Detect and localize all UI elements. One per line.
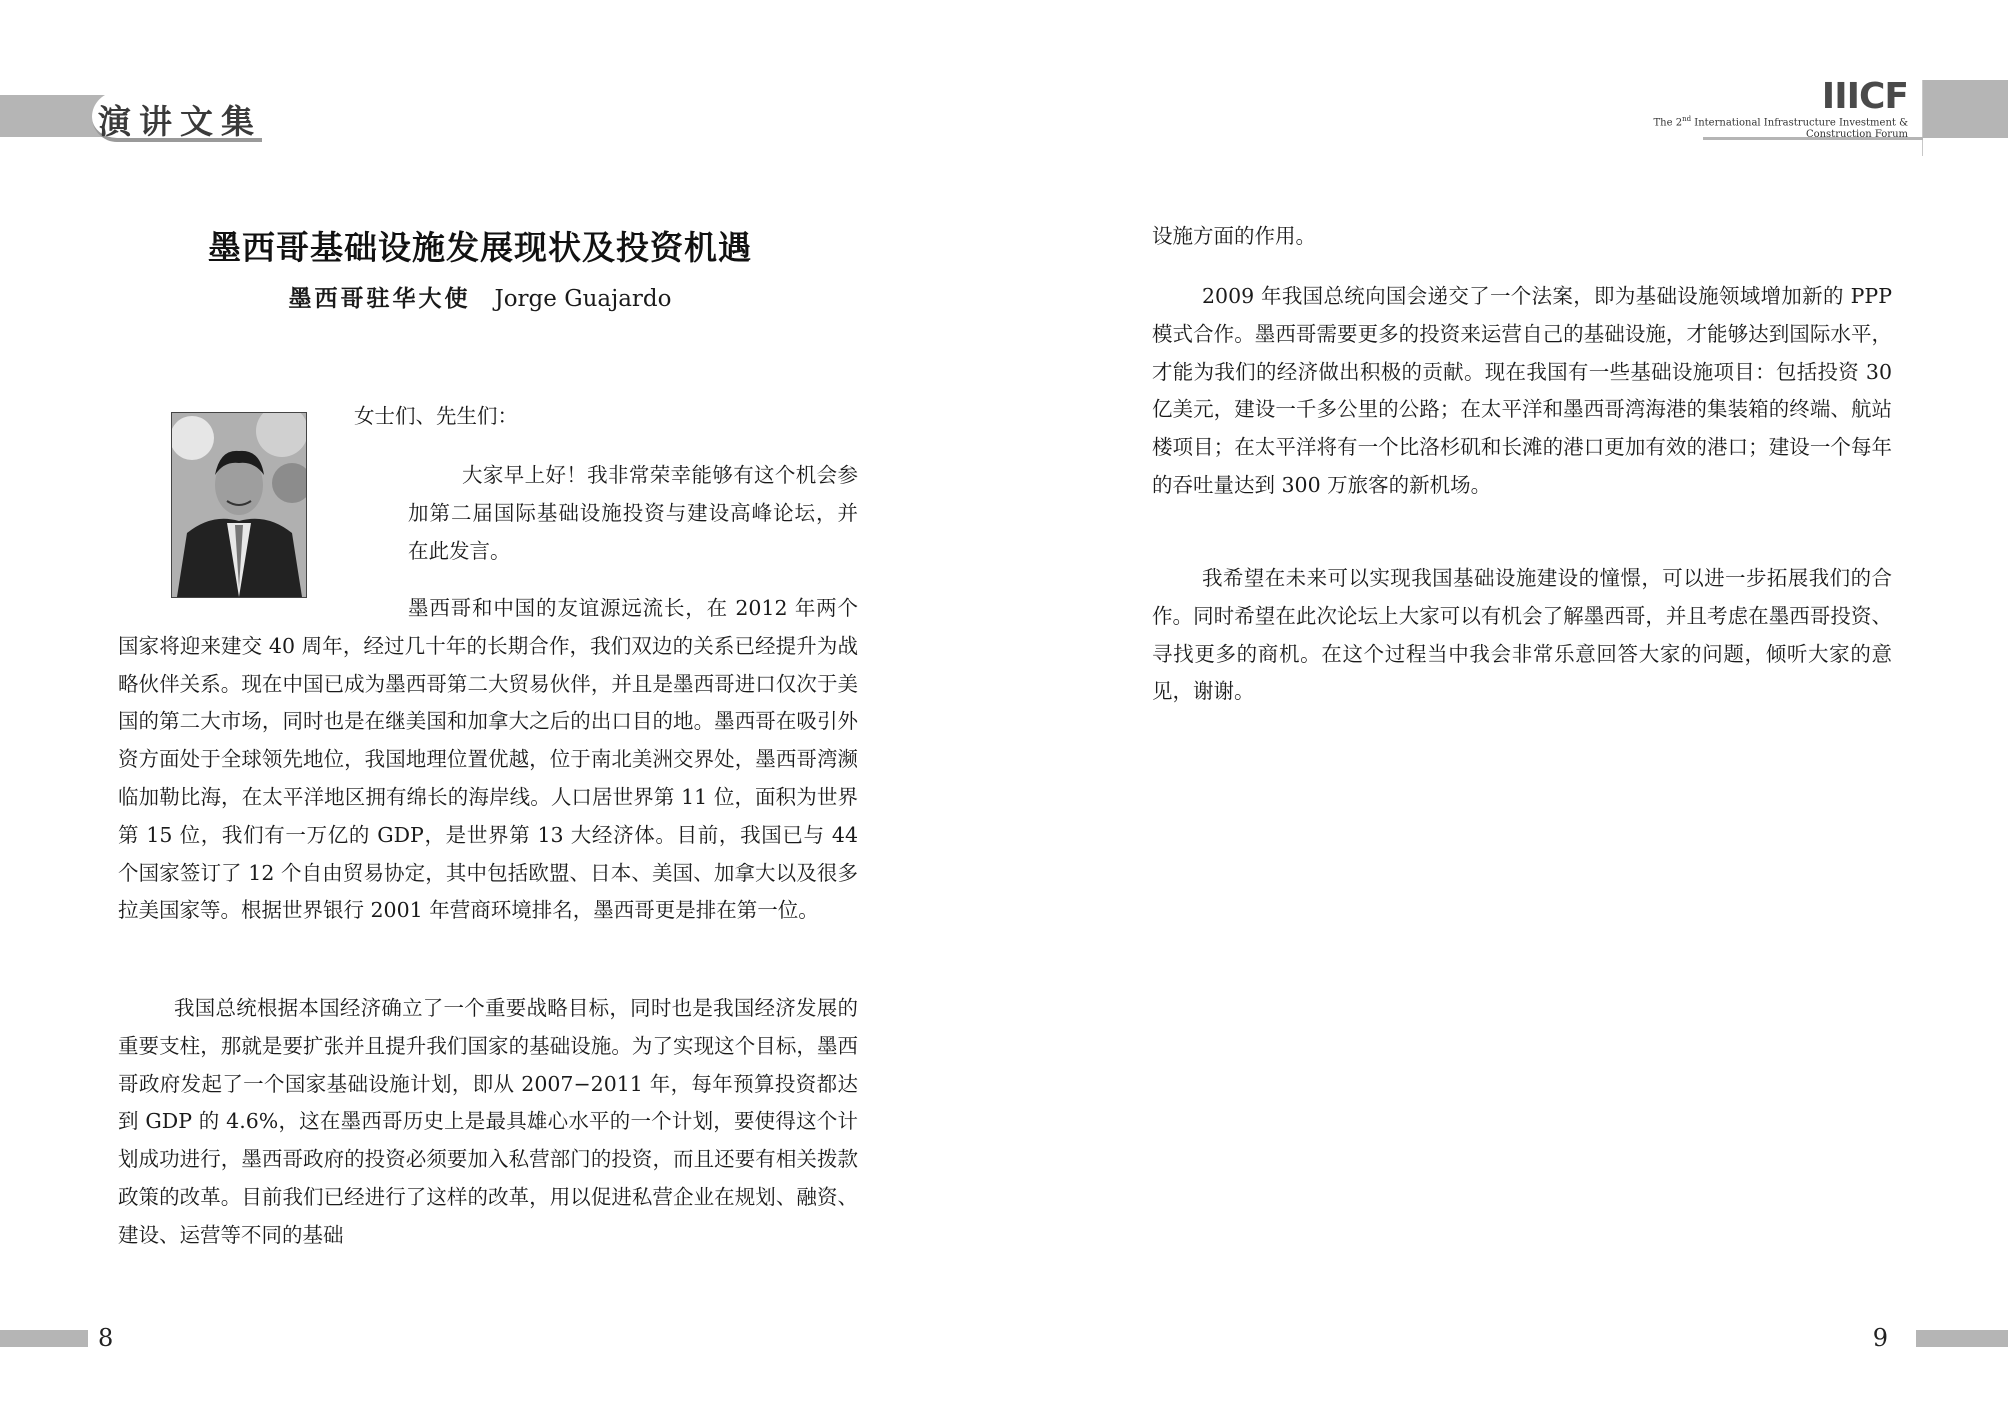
forum-subtitle-prefix: The 2 [1653,117,1683,129]
friendship-paragraph [118,590,858,930]
footer-band-left [0,1330,88,1347]
byline [200,280,760,313]
intro-paragraph [118,457,858,570]
closing-text: 我希望在未来可以实现我国基础设施建设的憧憬，可以进一步拓展我们的合作。同时希望在此次论坛上大家可以有机会了解墨西哥，并且考虑在墨西哥投资、寻找更多的商机。在这个过程当中我会非常乐意回答大家的问题，倾听大家的意见，谢谢。 [1152,566,1892,704]
section-title: 演讲文集 [98,102,262,141]
friendship-text: 墨西哥和中国的友谊源远流长，在 2012 年两个国家将迎来建交 40 周年，经过几十年的长期合作，我们双边的关系已经提升为战略伙伴关系。现在中国已成为墨西哥第二大贸易伙伴，并且是墨西哥进口仅次于美国的第二大市场，同时也是在继美国和加拿大之后的出口目的地。墨西哥在吸引外资方面处于全球领先地位，我国地理位置优越，位于南北美洲交界处，墨西哥湾濒临加勒比海，在太平洋地区拥有绵长的海岸线。人口居世界第 11 位，面积为世界第 15 位，我们有一万亿的 GDP，是世界第 13 大经济体。目前，我国已与 44 个国家签订了 12 个自由贸易协定，其中包括欧盟、日本、美国、加拿大以及很多拉美国家等。根据世界银行 2001 年营商环境排名，墨西哥更是排在第一位。 [118,596,858,923]
article-title: 墨西哥基础设施发展现状及投资机遇 [208,228,752,267]
forum-subtitle-sup: nd [1682,115,1692,123]
forum-logo: IIICF [1821,76,1908,117]
page-number-right: 9 [1872,1324,1888,1352]
continuation-text: 设施方面的作用。 [1152,224,1316,248]
speaker-name: Jorge Guajardo [494,286,672,312]
page-number-left: 8 [98,1324,114,1352]
greeting-paragraph [118,398,858,436]
forum-subtitle-line2: Construction Forum [1805,129,1908,141]
header-band-right [1923,80,2008,138]
strategy-paragraph [118,990,858,1255]
closing-paragraph [1152,560,1892,711]
strategy-text: 我国总统根据本国经济确立了一个重要战略目标，同时也是我国经济发展的重要支柱，那就是要扩张并且提升我们国家的基础设施。为了实现这个目标，墨西哥政府发起了一个国家基础设施计划，即从 2007−2011 年，每年预算投资都达到 GDP 的 4.6%，这在墨西哥历史上是最具雄心水平的一个计划，要使得这个计划成功进行，墨西哥政府的投资必须要加入私营部门的投资，而且还要有相关拨款政策的改革。目前我们已经进行了这样的改革，用以促进私营企业在规划、融资、建设、运营等不同的基础 [118,996,858,1247]
footer-band-right [1916,1330,2008,1347]
forum-subtitle-line1: International Infrastructure Investment & [1691,117,1908,129]
intro-text: 大家早上好！我非常荣幸能够有这个机会参加第二届国际基础设施投资与建设高峰论坛，并在此发言。 [408,463,858,563]
bill-paragraph [1152,278,1892,505]
bill-text: 2009 年我国总统向国会递交了一个法案，即为基础设施领域增加新的 PPP 模式合作。墨西哥需要更多的投资来运营自己的基础设施，才能够达到国际水平，才能为我们的经济做出积极的贡献。现在我国有一些基础设施项目：包括投资 30 亿美元，建设一千多公里的公路；在太平洋和墨西哥湾海港的集装箱的终端、航站楼项目；在太平洋将有一个比洛杉矶和长滩的港口更加有效的港口；建设一个每年的吞吐量达到 300 万旅客的新机场。 [1152,284,1892,497]
greeting-text: 女士们、先生们： [354,404,518,428]
forum-subtitle [1648,113,1908,141]
speaker-role: 墨西哥驻华大使 [288,285,471,312]
continuation-paragraph [1152,218,1892,256]
